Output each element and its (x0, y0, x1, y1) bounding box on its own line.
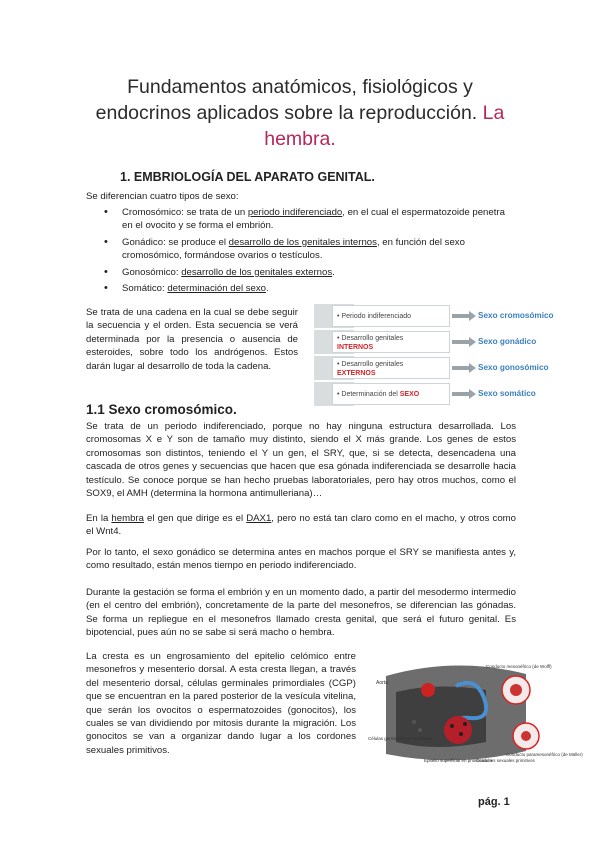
diagram-arrow (452, 363, 476, 373)
paragraph: Se trata de un periodo indiferenciado, porque no hay ninguna estructura desarrollada. Los cromosomas X e Y son de tamaño muy distinto, siendo el X más grande. Los genes de estos cromosomas son distintos, teniendo el Y un gen, el SRY, que, si se detecta, desencadena una cascada de otros genes y secuencias que hacen que esa gónada indiferenciada se desarrolle hacia testículo. Se conoce porque se han hecho pruebas laboratoriales, pero hay otros muchos, como el SOX9, el AMH (determina la hormona antimulleriana)… (86, 421, 516, 500)
title-main: Fundamentos anatómicos, fisiológicos y endocrinos aplicados sobre la reproducción. (95, 76, 478, 124)
list-item: • Gonosómico: desarrollo de los genitales externos. (104, 266, 514, 279)
label-epitelio: Epitelio superficial en proliferación (424, 758, 493, 763)
diagram-arrow (452, 389, 476, 399)
paragraph: La cresta es un engrosamiento del epitelio celómico entre mesonefros y mesenterio dorsal. A esta cresta llegan, a través del mesenterio dorsal, células germinales primordiales (CGP) que se encuentran en la pared posterior de la vesícula vitelina, que serán los ovocitos o espermatozoides (gonocitos), los cuales se van dividiendo por mitosis durante la migración. Los gonocitos se van a organizar dando lugar a los cordones sexuales primitivos. (86, 651, 356, 756)
wolff-core (510, 684, 522, 696)
chain-paragraph: Se trata de una cadena en la cual se debe seguir la secuencia y el orden. Esta secuencia se verá determinada por la presencia o ausencia de esteroides, sobre todo los andrógenos. Estos darán lugar al desarrollo de toda la cadena. (86, 307, 298, 372)
diagram-arrow (452, 311, 476, 321)
diagram-result: Sexo somático (478, 389, 536, 398)
aorta-shape (421, 683, 435, 697)
sex-types-list (104, 206, 514, 298)
diagram-result: Sexo gonádico (478, 337, 537, 346)
subsection-heading: 1.1 Sexo cromosómico. (86, 402, 237, 417)
section-heading-embriologia: 1. EMBRIOLOGÍA DEL APARATO GENITAL. (120, 170, 375, 184)
page-number: pág. 1 (478, 796, 510, 808)
sex-chain-diagram (312, 304, 562, 408)
diagram-step: • Desarrollo genitales INTERNOS (332, 331, 450, 353)
diagram-result: Sexo gonosómico (478, 363, 549, 372)
muller-core (521, 731, 531, 741)
label-cordones: Cordones sexuales primitivos (476, 758, 535, 763)
germ-cell (459, 732, 463, 736)
genital-ridge (444, 716, 472, 744)
diagram-step: • Desarrollo genitales EXTERNOS (332, 357, 450, 379)
germ-cell (463, 722, 467, 726)
page-title (80, 74, 520, 152)
diagram-step: • Periodo indiferenciado (332, 305, 450, 327)
diagram-arrow (452, 337, 476, 347)
paragraph: En la hembra el gen que dirige es el DAX1, pero no está tan claro como en el macho, y otros como el Wnt4. (86, 513, 516, 538)
label-wolff: Conducto mesonéfrico (de Wolff) (486, 664, 552, 669)
label-cgp: Células germinales primordiales (368, 736, 433, 741)
germ-cell (450, 724, 454, 728)
label-muller: Conducto paramesonéfrico (de Müller) (506, 752, 583, 757)
label-aorta: Aorta (376, 680, 388, 686)
list-item: • Cromosómico: se trata de un periodo indiferenciado, en el cual el espermatozoide penetra en el ovocito y se forma el embrión. (104, 206, 514, 233)
intro-text: Se diferencian cuatro tipos de sexo: (86, 191, 239, 202)
germ-cell (418, 728, 422, 732)
diagram-step: • Determinación del SEXO (332, 383, 450, 405)
title-highlight: La hembra. (264, 102, 505, 150)
paragraph: Por lo tanto, el sexo gonádico se determina antes en machos porque el SRY se manifiesta antes y, como resultado, están menos tiempo en periodo indiferenciado. (86, 547, 516, 572)
list-item: • Somático: determinación del sexo. (104, 282, 514, 295)
germ-cell (412, 720, 416, 724)
genital-ridge-figure (366, 656, 583, 770)
paragraph: Durante la gestación se forma el embrión y en un momento dado, a partir del mesodermo intermedio (en el centro del embrión), concretamente de la parte del mesonefros, se diferencian las gónadas. Se forma un repliegue en el mesonefros llamado cresta genital, que será el futuro genital. Es bipotencial, pues aún no se sabe si será macho o hembra. (86, 587, 516, 639)
diagram-result: Sexo cromosómico (478, 311, 554, 320)
list-item: • Gonádico: se produce el desarrollo de los genitales internos, en función del sexo cromosómico, formándose ovarios o testículos. (104, 236, 514, 263)
